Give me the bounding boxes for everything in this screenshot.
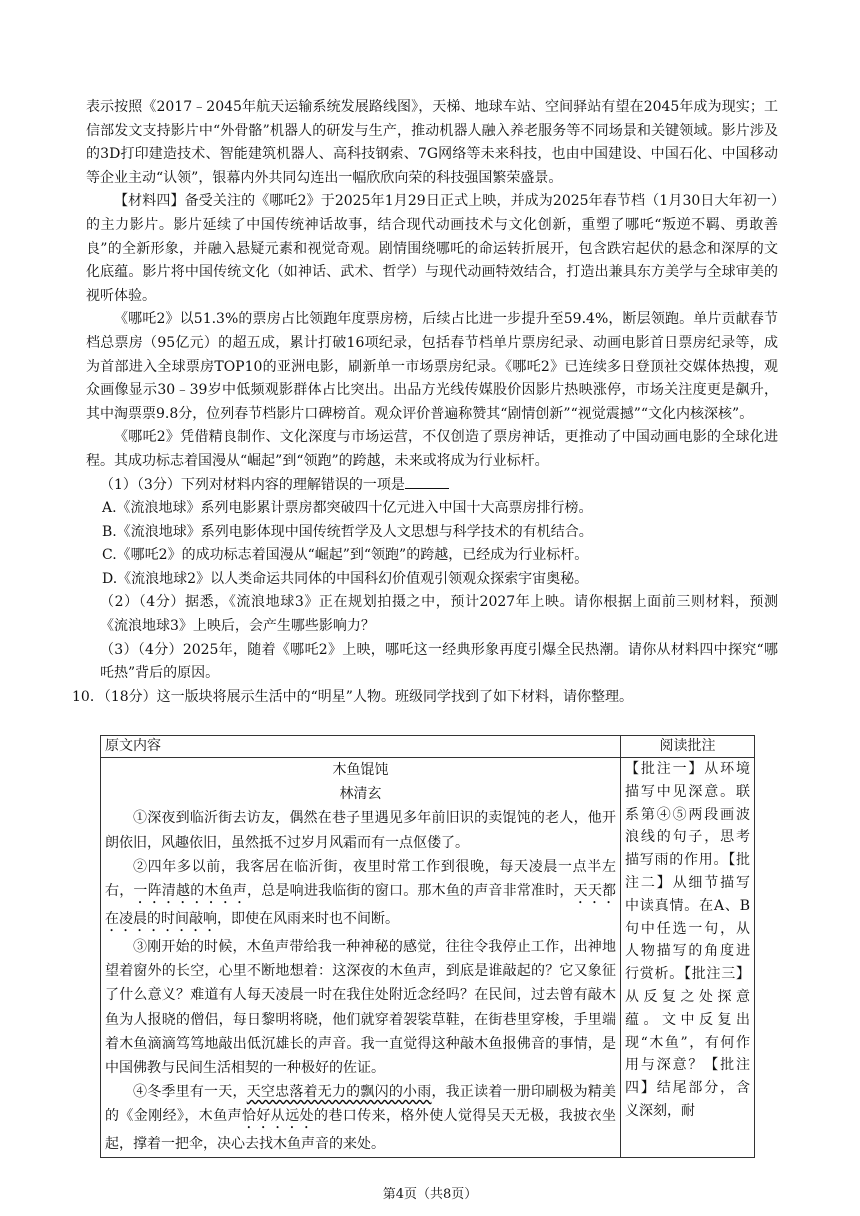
- article-paragraph-4: ④冬季里有一天，天空忠落着无力的飘闪的小雨，我正读着一册印刷极为精美的《金刚经》，木鱼声恰好从远处的巷口传来，格外使人觉得吴天无极，我披衣坐起，撑着一把伞，决心去找木鱼声音的来处。: [105, 1084, 617, 1153]
- page-footer: 第4页（共8页）: [382, 1187, 478, 1202]
- material4-paragraph-2: 《哪吒2》以51.3%的票房占比领跑年度票房榜，后续占比进一步提升至59.4%，断层领跑。单片贡献春节档总票房（95亿元）的超五成，累计打破16项纪录，包括春节档单片票房纪录、动画电影首日票房纪录等，成为首部进入全球票房TOP10的亚洲电影，刷新单一市场票房纪录。《哪吒2》已连续多日登顶社交媒体热搜，观众画像显示30﹣39岁中低频观影群体占比突出。出品方光线传媒股价因影片热映涨停，市场关注度更是飙升，其中淘票票9.8分，位列春节档影片口碑榜首。观众评价普遍称赞其“剧情创新”“视觉震撼”“文化内核深核”。: [86, 311, 778, 422]
- dotted-phrase-b: 天天都在凌晨的时间敲响: [105, 883, 617, 928]
- header-notes: 阅读批注: [621, 736, 755, 758]
- answer-blank[interactable]: [405, 474, 449, 489]
- option-b: B.《流浪地球》系列电影体现中国传统哲学及人文思想与科学技术的有机结合。: [102, 523, 593, 540]
- material4-paragraph-3: 《哪吒2》凭借精良制作、文化深度与市场运营，不仅创造了票房神话，更推动了中国动画电影的全球化进程。其成功标志着国漫从“崛起”到“领跑”的跨越，未来或将成为行业标杆。: [86, 429, 778, 469]
- header-original: 原文内容: [101, 736, 621, 758]
- article-author: 林清玄: [339, 786, 382, 803]
- dotted-phrase-a: 一阵清越的木鱼声: [133, 883, 248, 900]
- option-d: D.《流浪地球2》以人类命运共同体的中国科幻价值观引领观众探索宇宙奥秘。: [102, 570, 589, 587]
- reading-table: [100, 735, 755, 1158]
- page-body: [72, 96, 778, 709]
- question-1-text: （1）（3分）下列对材料内容的理解错误的一项是: [100, 476, 405, 493]
- question-10: 10．（18分）这一版块将展示生活中的“明星”人物。班级同学找到了如下材料，请你整理。: [72, 688, 633, 705]
- wavy-underlined-sentence: 天空忠落着无力的飘闪的小雨: [246, 1084, 432, 1101]
- article-paragraph-2: ②四年多以前，我客居在临沂街，夜里时常工作到很晚，每天凌晨一点半左右，一阵清越的木鱼声，总是响进我临街的窗口。那木鱼的声音非常准时，天天都在凌晨的时间敲响，即使在风雨来时也不间断。: [105, 858, 617, 928]
- question-3: （3）（4分）2025年，随着《哪吒2》上映，哪吒这一经典形象再度引爆全民热潮。请你从材料四中探究“哪吒热”背后的原因。: [100, 641, 778, 682]
- question-1: [86, 474, 778, 498]
- dotted-phrase-c: 恰好从远处: [242, 1108, 314, 1125]
- intro-paragraph: 表示按照《2017﹣2045年航天运输系统发展路线图》，天梯、地球车站、空间驿站有望在2045年成为现实；工信部发文支持影片中“外骨骼”机器人的研发与生产，推动机器人融入养老服务等不同场景和关键领域。影片涉及的3D打印建造技术、智能建筑机器人、高科技钢索、7G网络等未来科技，也由中国建设、中国石化、中国移动等企业主动“认领”，银幕内外共同勾连出一幅欣欣向荣的科技强国繁荣盛景。: [86, 99, 778, 186]
- option-c: C.《哪吒2》的成功标志着国漫从“崛起”到“领跑”的跨越，已经成为行业标杆。: [102, 547, 589, 564]
- original-text-cell: [101, 758, 621, 1158]
- annotations-cell: 【批注一】从环境描写中见深意。联系第④⑤两段画波浪线的句子，思考描写雨的作用。【批注二】从细节描写中读真情。在A、B句中任选一句，从人物描写的角度进行赏析。【批注三】从反复之处探意蕴。文中反复出现“木鱼”，有何作用与深意？【批注四】结尾部分，含义深刻，耐: [621, 758, 755, 1158]
- article-paragraph-3: ③刚开始的时候，木鱼声带给我一种神秘的感觉，往往令我停止工作，出神地望着窗外的长空，心里不断地想着：这深夜的木鱼声，到底是谁敲起的？它又象征了什么意义？难道有人每天凌晨一时在我住处附近念经吗？在民间，过去曾有敲木鱼为人报晓的僧侣，每日黎明将晓，他们就穿着袈裟草鞋，在街巷里穿梭，手里端着木鱼滴滴笃笃地敲出低沉雄长的声音。我一直觉得这种敲木鱼报佛音的事情，是中国佛教与民间生活相契的一种极好的佐证。: [105, 939, 616, 1077]
- article-paragraph-1: ①深夜到临沂街去访友，偶然在巷子里遇见多年前旧识的卖馄饨的老人，他开朗依旧，风趣依旧，虽然抵不过岁月风霜而有一点伛偻了。: [105, 810, 616, 851]
- material4-paragraph-1: 【材料四】备受关注的《哪吒2》于2025年1月29日正式上映，并成为2025年春节档（1月30日大年初一）的主力影片。影片延续了中国传统神话故事，结合现代动画技术与文化创新，重塑了哪吒“叛逆不羁、勇敢善良”的全新形象，并融入悬疑元素和视觉奇观。剧情围绕哪吒的命运转折展开，包含跌宕起伏的悬念和深厚的文化底蕴。影片将中国传统文化（如神话、武术、哲学）与现代动画特效结合，打造出兼具东方美学与全球审美的视听体验。: [86, 193, 778, 304]
- article-title: 木鱼馄饨: [332, 762, 389, 778]
- question-2: （2）（4分）据悉，《流浪地球3》正在规划拍摄之中，预计2027年上映。请你根据上面前三则材料，预测《流浪地球3》上映后，会产生哪些影响力？: [100, 594, 778, 635]
- option-a: A.《流浪地球》系列电影累计票房都突破四十亿元进入中国十大高票房排行榜。: [102, 500, 593, 517]
